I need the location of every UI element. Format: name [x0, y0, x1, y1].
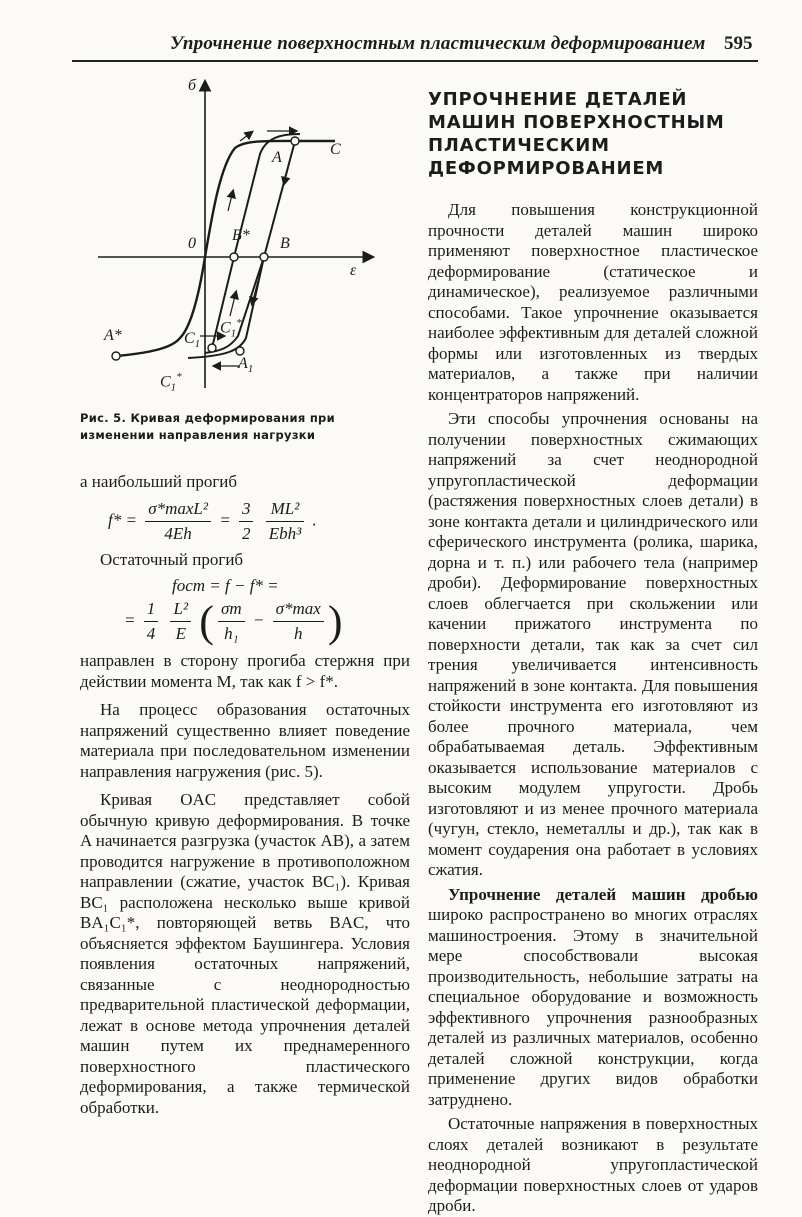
right-column — [428, 88, 758, 1217]
arrow-1 — [240, 132, 252, 141]
text-methods: Эти способы упрочнения основаны на получении поверхностных сжимающих напряжений за счет неоднородной упругопластической деформации (растяжения поверхностных слоев детали) в зоне контакта детали и цилиндрического или сферического инструмента (ролика, шарика, дорна и т. п.) или рабочего тела (например дроби). Деформирование поверхностных слоев облегчается при скольжении или качении прижатого инструмента по поверхности детали, так как за счет сил трения увеличивается интенсивность напряжений в зоне контакта. Для повышения стойкости инструмента его изготовляют из более прочного материала, чем обрабатываемая деталь. Эффективным оказывается использование материалов с высоким модулем упругости. Дробь изготовляют и из менее прочного материала (чугун, стекло, неметаллы и др.), так как в момент соударения она работает в условиях сжатия. — [428, 409, 758, 879]
point-b — [260, 253, 268, 261]
point-a — [291, 137, 299, 145]
formula-residual-line1: fост = f − f* = — [172, 576, 279, 595]
label-b: B — [280, 235, 290, 252]
figure-caption: Рис. 5. Кривая деформирования при изменении направления нагрузки — [80, 411, 335, 442]
label-a-star: A* — [104, 327, 122, 344]
point-a1 — [236, 347, 244, 355]
arrow-5 — [230, 292, 236, 316]
label-sigma: б — [188, 77, 197, 94]
label-origin: 0 — [188, 235, 196, 252]
arrow-8 — [228, 191, 233, 211]
curve-oac — [205, 141, 335, 257]
text-residual-surface: Остаточные напряжения в поверхностных слоях деталей возникают в результате неоднородной упругопластической деформации поверхностных слоев от ударов дроби. — [428, 1114, 758, 1215]
formula-residual-line2: = $\frac{1}{4}$ $\frac{\text{L²}}{E}$ ( $\frac{\sigma т}{\text{h₁}}$ − $\frac{\sigma*\max}{h}$ ) — [124, 597, 343, 646]
shot-peening-heading: Упрочнение деталей машин дробью — [448, 884, 758, 904]
text-direction: направлен в сторону прогиба стержня при действии момента M, так как f > f*. — [80, 651, 410, 691]
label-c1-star-upper: $C_1^*$ — [220, 317, 242, 340]
text-shot-peening: Упрочнение деталей машин дробью широко распространено во многих отраслях машиностроения. Этому в значительной мере способствовали высокая производительность, небольшие затраты на специальное оборудование и возможность эффективного упрочнения разнообразных деталей из различных материалов, особенно деталей сложной конструкции, когда применение других видов обработки затруднено. — [428, 884, 758, 1109]
figure-5 — [80, 66, 410, 406]
label-b-star: B* — [232, 227, 250, 244]
section-title: УПРОЧНЕНИЕ ДЕТАЛЕЙ МАШИН ПОВЕРХНОСТНЫМ ПЛАСТИЧЕСКИМ ДЕФОРМИРОВАНИЕМ — [428, 89, 725, 179]
page-number: 595 — [724, 33, 753, 54]
left-column — [80, 66, 410, 1118]
text-residual-stresses: На процесс образования остаточных напряжений существенно влияет поведение материала при последовательном изменении направления нагружения (рис. 5). — [80, 700, 410, 781]
text-intro: Для повышения конструкционной прочности деталей машин широко применяют поверхностное пластическое деформирование (статическое и динамическое), реализуемое различными способами. Такое упрочнение оказывается наиболее эффективным для деталей сложной формы или изготовленных из твердых материалов, а также при наличии концентраторов напряжений. — [428, 200, 758, 404]
label-c1-star-lower: $C_1^*$ — [160, 371, 182, 394]
point-a-star — [112, 352, 120, 360]
text-curve-oac: Кривая OAC представляет собой обычную кривую деформирования. В точке A начинается разгрузка (участок AB), а затем проводится нагружение в противоположном направлении (сжатие, участок BC₁). Кривая BC₁ расположена несколько выше кривой BA₁C₁*, повторяющей ветвь BAC, что объясняется эффектом Баушингера. Условия появления остаточных напряжений, связанные с неоднородностью предварительной пластической деформации, лежат в основе метода упрочнения деталей машин путем их преднамеренного поверхностного пластического деформирования, а также термической обработки. — [80, 790, 410, 1117]
header-rule — [72, 60, 758, 62]
label-epsilon: ε — [350, 262, 357, 279]
text-residual-deflection: Остаточный прогиб — [100, 549, 244, 569]
text-max-deflection: а наибольший прогиб — [80, 472, 238, 491]
arrow-3 — [284, 164, 289, 184]
formula-max-deflection: f* = $\frac{\text{σ*maxL²}}{4Eh}$ = $\frac{3}{2}$ $\frac{\text{ML²}}{\text{Ebh³}}$ . — [108, 498, 317, 543]
label-c1: $C_1$ — [184, 330, 201, 351]
running-title: Упрочнение поверхностным пластическим деформированием — [170, 33, 706, 54]
point-c1 — [208, 344, 216, 352]
label-a: A — [272, 149, 282, 166]
point-b-star — [230, 253, 238, 261]
label-a1: $A_1$ — [238, 355, 254, 376]
label-c: C — [330, 141, 341, 158]
